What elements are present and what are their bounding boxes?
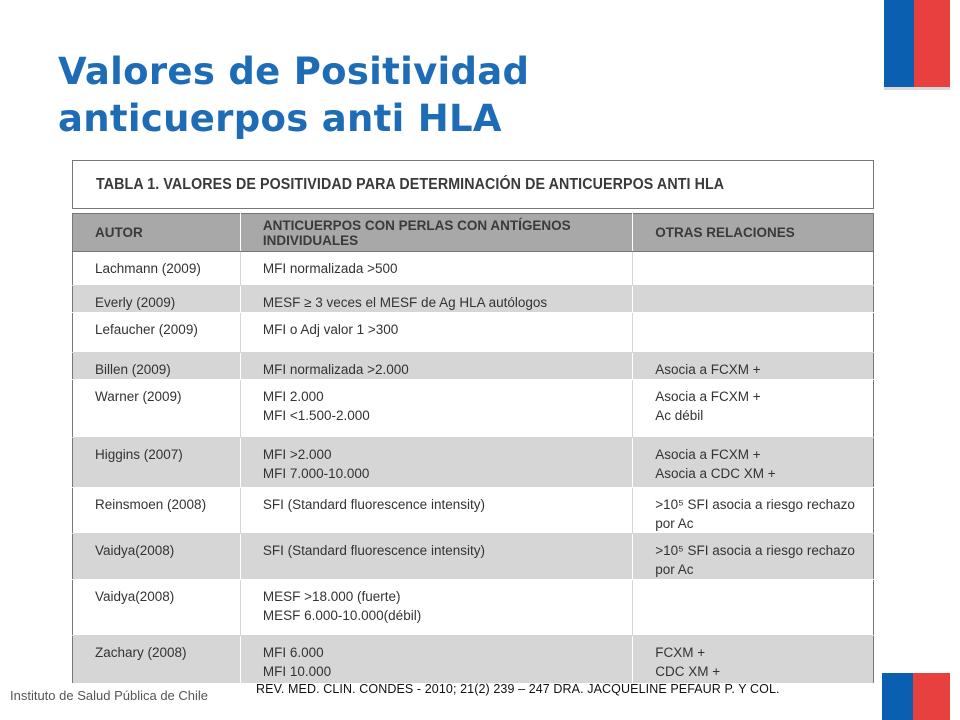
author-cell: Reinsmoen (2008) (73, 488, 241, 534)
other-relation-line: CDC XM + (655, 664, 721, 679)
antibody-line: MFI >2.000 (262, 447, 332, 462)
other-relations-cell (633, 534, 874, 580)
antibody-cell (240, 438, 632, 488)
antibody-line: SFI (Standard fluorescence intensity) (262, 543, 485, 558)
table-body (73, 252, 874, 684)
antibody-line: MFI o Adj valor 1 >300 (262, 322, 399, 337)
other-relations-cell (633, 252, 874, 286)
flag-decoration-bottom (882, 673, 950, 720)
table-header-row (73, 214, 874, 252)
other-relation-line: >10⁵ SFI asocia a riesgo rechazo por Ac (655, 543, 855, 577)
author-cell: Everly (2009) (73, 286, 241, 313)
table-row (73, 252, 874, 286)
table-row (73, 353, 874, 380)
other-relation-line: FCXM + (655, 645, 706, 660)
antibody-line: MESF ≥ 3 veces el MESF de Ag HLA autólogos (262, 295, 548, 310)
antibody-line: SFI (Standard fluorescence intensity) (262, 497, 485, 512)
author-cell: Zachary (2008) (73, 636, 241, 684)
other-relations-cell (633, 636, 874, 684)
hla-positivity-table (72, 213, 874, 684)
other-relation-line: Asocia a CDC XM + (655, 466, 776, 481)
antibody-cell (240, 313, 632, 353)
other-relation-line: Asocia a FCXM + (655, 389, 761, 404)
author-cell: Warner (2009) (73, 380, 241, 438)
slide-title (58, 48, 678, 142)
other-relations-cell (633, 353, 874, 380)
header-author: AUTOR (73, 214, 241, 252)
other-relation-line: Ac débil (655, 408, 704, 423)
other-relation-line: Asocia a FCXM + (655, 362, 761, 377)
antibody-line: MESF 6.000-10.000(débil) (262, 608, 422, 623)
citation-text: REV. MED. CLIN. CONDES - 2010; 21(2) 239 – 247 DRA. JACQUELINE PEFAUR P. Y COL. (256, 682, 780, 696)
antibody-line: MFI <1.500-2.000 (262, 408, 370, 423)
other-relations-cell (633, 438, 874, 488)
author-cell: Higgins (2007) (73, 438, 241, 488)
header-antibodies: ANTICUERPOS CON PERLAS CON ANTÍGENOS INDIVIDUALES (240, 214, 632, 252)
flag-red-stripe (914, 0, 950, 87)
other-relations-cell (633, 380, 874, 438)
author-cell: Vaidya(2008) (73, 534, 241, 580)
antibody-line: MFI normalizada >500 (262, 261, 398, 276)
author-cell: Lachmann (2009) (73, 252, 241, 286)
table-row (73, 438, 874, 488)
author-cell: Vaidya(2008) (73, 580, 241, 636)
antibody-line: MFI normalizada >2.000 (262, 362, 409, 377)
table-row (73, 488, 874, 534)
flag-decoration-top (884, 0, 950, 90)
institute-name: Instituto de Salud Pública de Chile (10, 688, 209, 703)
antibody-line: MFI 10.000 (262, 664, 332, 679)
antibody-cell (240, 534, 632, 580)
antibody-cell (240, 636, 632, 684)
flag-blue-stripe (882, 673, 913, 720)
other-relations-cell (633, 286, 874, 313)
other-relations-cell (633, 488, 874, 534)
antibody-line: MFI 7.000-10.000 (262, 466, 370, 481)
antibody-line: MFI 2.000 (262, 389, 324, 404)
other-relations-cell (633, 313, 874, 353)
other-relation-line: >10⁵ SFI asocia a riesgo rechazo por Ac (655, 497, 855, 531)
title-line-2: anticuerpos anti HLA (58, 97, 502, 140)
table-row (73, 313, 874, 353)
antibody-cell (240, 353, 632, 380)
table-row (73, 636, 874, 684)
antibody-line: MESF >18.000 (fuerte) (262, 589, 401, 604)
table-row (73, 380, 874, 438)
author-cell: Lefaucher (2009) (73, 313, 241, 353)
table-row (73, 286, 874, 313)
author-cell: Billen (2009) (73, 353, 241, 380)
antibody-cell (240, 488, 632, 534)
antibody-cell (240, 252, 632, 286)
antibody-cell (240, 380, 632, 438)
other-relations-cell (633, 580, 874, 636)
table-row (73, 580, 874, 636)
flag-blue-stripe (884, 0, 914, 87)
antibody-line: MFI 6.000 (262, 645, 324, 660)
hla-table-container (72, 160, 874, 684)
other-relation-line: Asocia a FCXM + (655, 447, 761, 462)
table-caption-box (72, 160, 874, 209)
table-caption: TABLA 1. VALORES DE POSITIVIDAD PARA DETERMINACIÓN DE ANTICUERPOS ANTI HLA (96, 175, 725, 193)
antibody-cell (240, 286, 632, 313)
title-line-1: Valores de Positividad (58, 50, 530, 93)
table-row (73, 534, 874, 580)
antibody-cell (240, 580, 632, 636)
header-other-relations: OTRAS RELACIONES (633, 214, 874, 252)
flag-red-stripe (913, 673, 950, 720)
